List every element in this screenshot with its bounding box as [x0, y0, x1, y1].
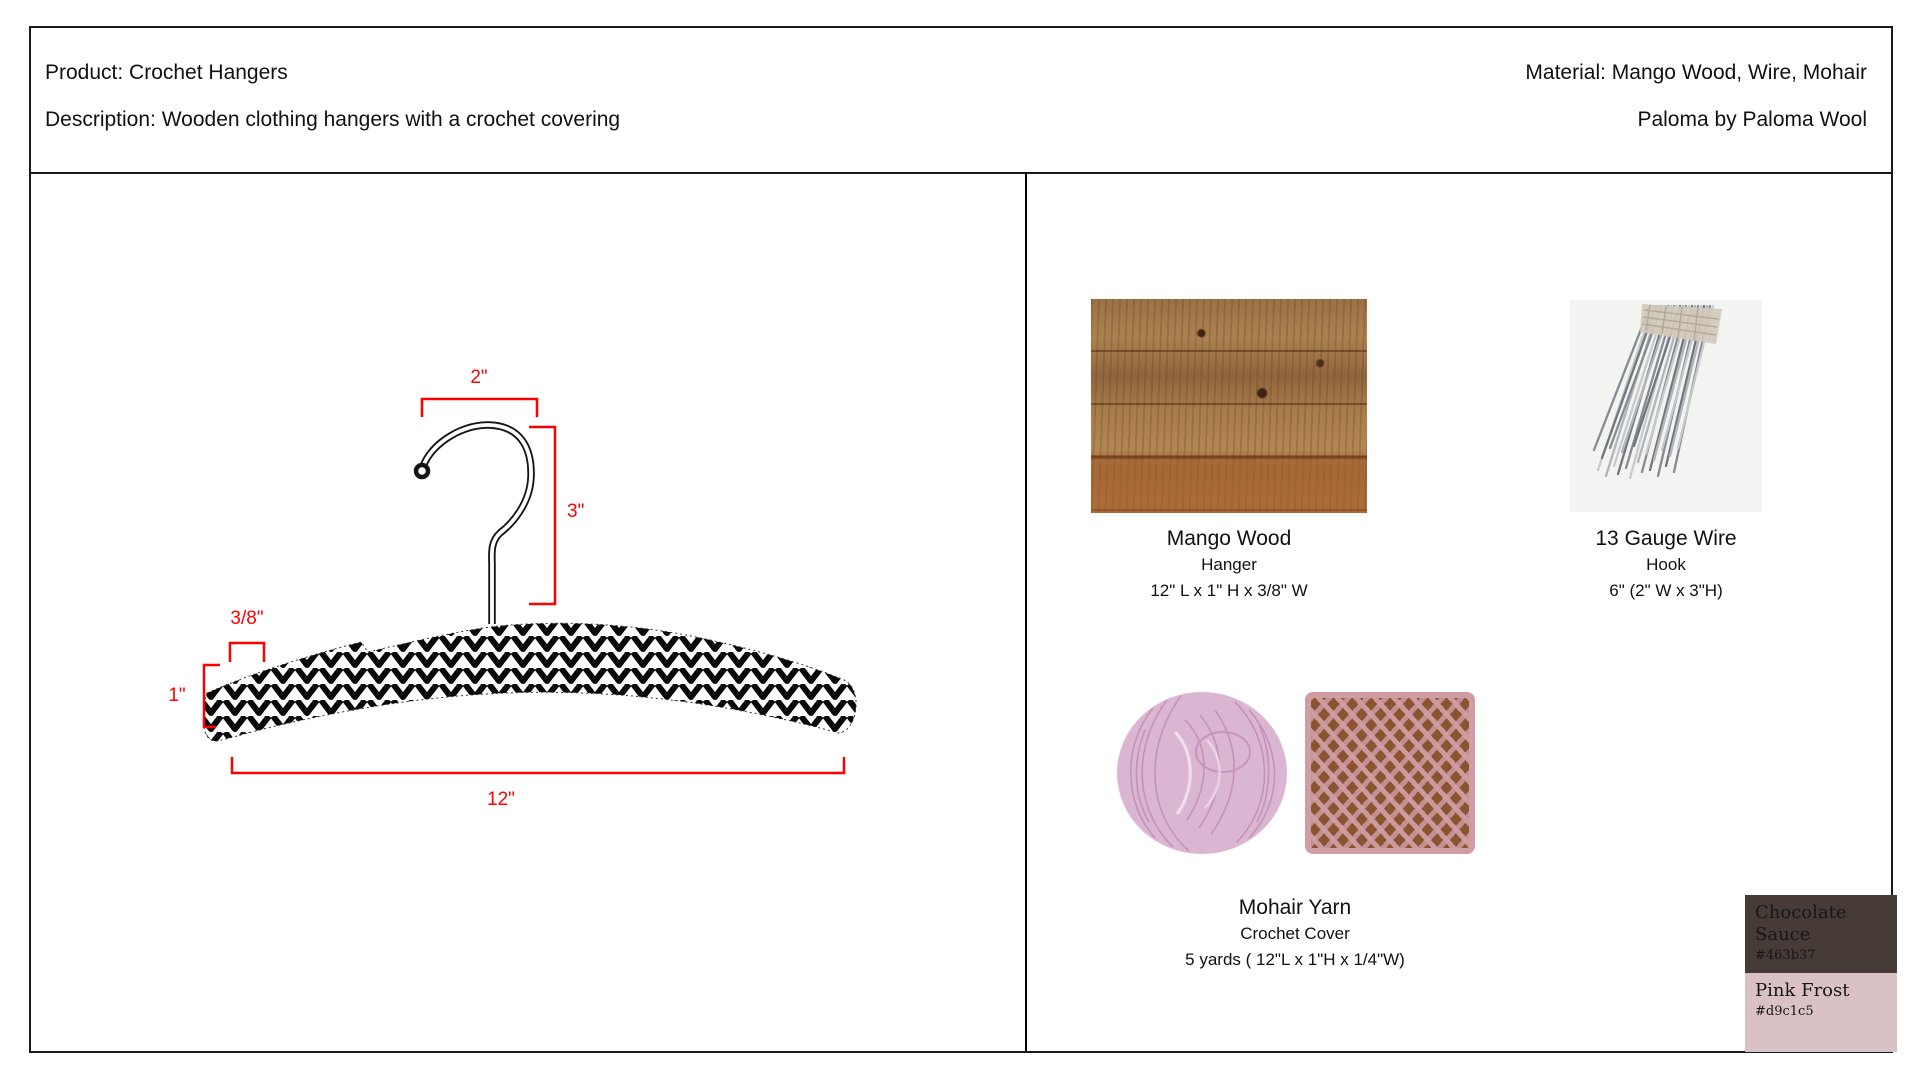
color-swatch-chocolate-sauce [1745, 895, 1897, 973]
material-size: 5 yards ( 12"L x 1"H x 1/4"W) [1185, 950, 1405, 969]
material-part: Crochet Cover [1240, 924, 1350, 943]
mohair-caption [1105, 894, 1485, 973]
material-part: Hanger [1201, 555, 1257, 574]
dim-tip-width-label: 3/8" [230, 608, 264, 629]
material-size: 6" (2" W x 3"H) [1609, 581, 1723, 600]
dim-hook-width-bracket [422, 399, 537, 417]
panel-divider [1025, 172, 1027, 1051]
color-hex: #463b37 [1755, 948, 1816, 963]
dim-length-label: 12" [487, 789, 515, 810]
crochet-swatch-image [1305, 692, 1475, 854]
dim-hook-height-bracket [529, 427, 555, 604]
material-name: 13 Gauge Wire [1595, 527, 1737, 550]
wire-image [1570, 300, 1762, 512]
color-swatch-pink-frost [1745, 973, 1897, 1052]
material-name: Mango Wood [1166, 527, 1292, 550]
hanger-body [204, 623, 856, 741]
color-name: Pink Frost [1755, 980, 1850, 1001]
dim-tip-width-bracket [230, 643, 264, 662]
dim-hook-width-label: 2" [470, 367, 488, 388]
hanger-hook [416, 425, 531, 624]
wire-caption [1541, 525, 1791, 604]
mango-wood-image [1091, 299, 1367, 513]
color-palette [1745, 895, 1897, 1052]
dim-body-height-label: 1" [168, 685, 186, 706]
mohair-yarn-ball-image [1115, 690, 1289, 855]
color-hex: #d9c1c5 [1755, 1004, 1814, 1019]
dim-length-line [232, 757, 844, 773]
sheet-border [29, 26, 1893, 1053]
mango-wood-caption [1066, 525, 1392, 604]
material-label: Material: Mango Wood, Wire, Mohair [1525, 61, 1867, 84]
hook-ball-end [416, 465, 428, 477]
brand-label: Paloma by Paloma Wool [1637, 108, 1867, 131]
color-name: Chocolate Sauce [1755, 902, 1847, 945]
material-size: 12" L x 1" H x 3/8" W [1150, 581, 1308, 600]
description-label: Description: Wooden clothing hangers with a crochet covering [45, 108, 621, 131]
material-name: Mohair Yarn [1238, 896, 1352, 919]
title-block [31, 28, 1891, 174]
material-part: Hook [1646, 555, 1686, 574]
dim-hook-height-label: 3" [567, 501, 585, 522]
product-label: Product: Crochet Hangers [45, 61, 288, 84]
hanger-technical-drawing [31, 172, 1025, 1053]
